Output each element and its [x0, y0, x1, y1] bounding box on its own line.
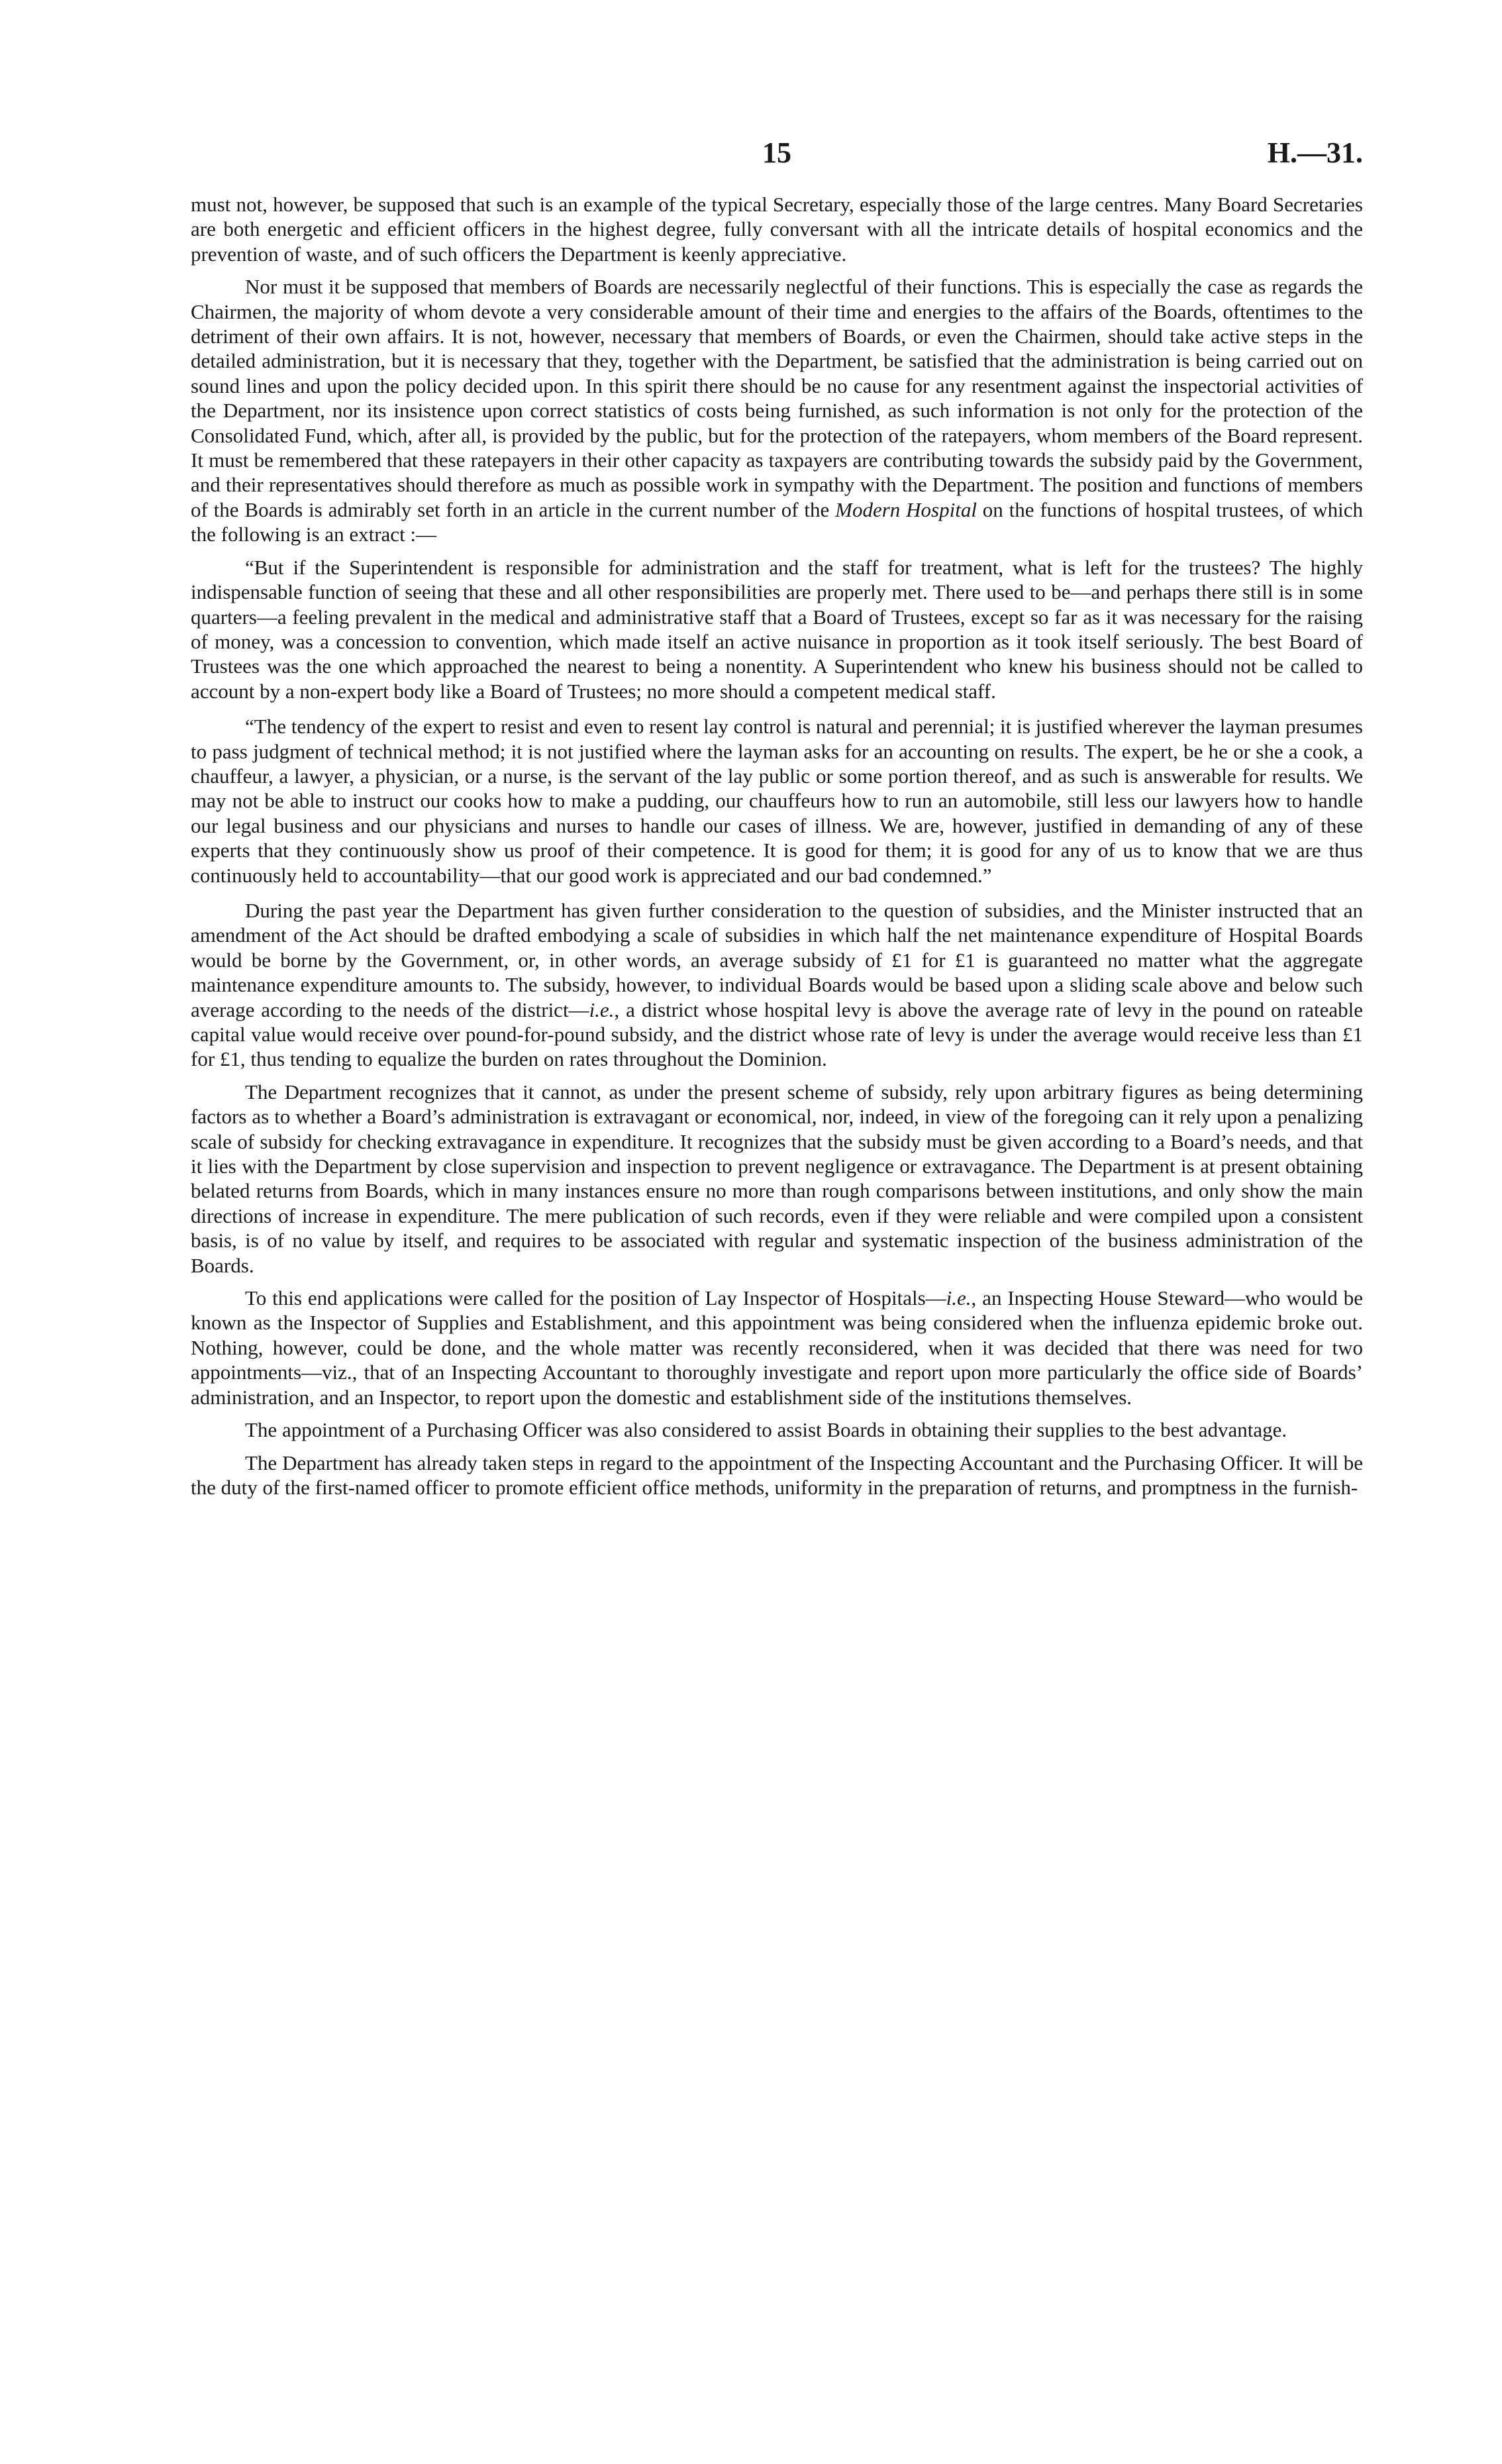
paragraph-secretaries-continued: [191, 192, 1363, 266]
paragraph-appointments-steps: [191, 1451, 1363, 1500]
page-number: 15: [762, 136, 791, 169]
paragraph-text: on the functions of hospital trustees, of which the following is an extract :—: [191, 497, 1363, 546]
paragraph-text: , an Inspecting House Steward—who would be known as the Inspector of Supplies and Establishment, and this appointment was being considered when the influenza epidemic broke out. Nothing, however, could be done, and the whole matter was recently reconsidered, when it was decided that there was need for two appointments—viz., that of an Inspecting Accountant to thoroughly investigate and report upon more particularly the office side of Boards’ administration, and an Inspector, to report upon the domestic and establishment side of the institutions themselves.: [191, 1286, 1363, 1409]
quotation-expert-control: [191, 714, 1363, 888]
quotation-trustees: [191, 555, 1363, 703]
italic-abbreviation: i.e.: [946, 1286, 972, 1310]
paragraph-text: Nor must it be supposed that members of Boards are necessarily neglectful of their functions. This is especially the case as regards the Chairmen, the majority of whom devote a very considerable amount of their time and energies to the affairs of the Boards, oftentimes to the detriment of their own affairs. It is not, however, necessary that members of Boards, or even the Chairmen, should take active steps in the detailed administration, but it is necessary that they, together with the Department, be satisfied that the administration is being carried out on sound lines and upon the policy decided upon. In this spirit there should be no cause for any resentment against the inspectorial activities of the Department, nor its insistence upon correct statistics of costs being furnished, as such information is not only for the protection of the Consolidated Fund, which, after all, is provided by the public, but for the protection of the ratepayers, whom members of the Board represent. It must be remembered that these ratepayers in their other capacity as taxpayers are contributing towards the subsidy paid by the Government, and their representatives should therefore as much as possible work in sympathy with the Department. The position and functions of members of the Boards is admirably set forth in an article in the current number of the: [191, 275, 1363, 521]
body-text: [191, 192, 1363, 1508]
paragraph-text: “The tendency of the expert to resist and even to resent lay control is natural and perennial; it is justified wherever the layman presumes to pass judgment of technical method; it is not justified where the layman asks for an accounting on results. The expert, be he or she a cook, a chauffeur, a lawyer, a physician, or a nurse, is the servant of the lay public or some portion thereof, and as such is answerable for results. We may not be able to instruct our cooks how to make a pudding, our chauffeurs how to run an automobile, still less our lawyers how to handle our legal business and our physicians and nurses to handle our cases of illness. We are, however, justified in demanding of any of these experts that they continuously show us proof of their competence. It is good for them; it is good for any of us to know that we are thus continuously held to accountability—that our good work is appreciated and our bad condemned.”: [191, 715, 1363, 887]
paragraph-text: The Department has already taken steps in regard to the appointment of the Inspecting Accountant and the Purchasing Officer. It will be the duty of the first-named officer to promote efficient office methods, uniformity in the preparation of returns, and promptness in the furnish-: [191, 1451, 1363, 1499]
paragraph-text: The appointment of a Purchasing Officer was also considered to assist Boards in obtaining their supplies to the best advantage.: [245, 1418, 1287, 1442]
paragraph-text: , a district whose hospital levy is above the average rate of levy in the pound on rateable capital value would receive over pound-for-pound subsidy, and the district whose rate of levy is under the average would receive less than £1 for £1, thus tending to equalize the burden on rates throughout the Dominion.: [191, 998, 1364, 1071]
paragraph-subsidies: [191, 898, 1363, 1072]
paragraph-department-recognizes: [191, 1080, 1363, 1278]
italic-abbreviation: i.e.: [589, 998, 615, 1021]
paragraph-text: “But if the Superintendent is responsible for administration and the staff for treatment, what is left for the trustees? The highly indispensable function of seeing that these and all other responsibilities are properly met. There used to be—and perhaps there still is in some quarters—a feeling prevalent in the medical and administrative staff that a Board of Trustees, except so far as it was necessary for the raising of money, was a concession to convention, which made itself an active nuisance in proportion as it took itself seriously. The best Board of Trustees was the one which approached the nearest to being a nonentity. A Superintendent who knew his business should not be called to account by a non-expert body like a Board of Trustees; no more should a competent medical staff.: [191, 555, 1363, 703]
paragraph-text: must not, however, be supposed that such is an example of the typical Secretary, especially those of the large centres. Many Board Secretaries are both energetic and efficient officers in the highest degree, fully conversant with all the intricate details of hospital economics and the prevention of waste, and of such officers the Department is keenly appreciative.: [191, 193, 1363, 266]
paragraph-lay-inspector: [191, 1286, 1363, 1410]
paragraph-text: To this end applications were called for the position of Lay Inspector of Hospitals—: [245, 1286, 946, 1310]
journal-title: Modern Hospital: [835, 497, 977, 521]
paragraph-purchasing-officer: [191, 1417, 1363, 1442]
paragraph-text: During the past year the Department has given further consideration to the question of subsidies, and the Minister instructed that an amendment of the Act should be drafted embodying a scale of subsidies in which half the net maintenance expenditure of Hospital Boards would be borne by the Government, or, in other words, an average subsidy of £1 for £1 is guaranteed no matter what the aggregate maintenance expenditure amounts to. The subsidy, however, to individual Boards would be based upon a sliding scale above and below such average according to the needs of the district—: [191, 898, 1363, 1021]
page-header: [191, 136, 1363, 176]
paragraph-board-members: [191, 274, 1363, 546]
paragraph-text: The Department recognizes that it cannot, as under the present scheme of subsidy, rely upon arbitrary figures as being determining factors as to whether a Board’s administration is extravagant or economical, nor, indeed, in view of the foregoing can it rely upon a penalizing scale of subsidy for checking extravagance in expenditure. It recognizes that the subsidy must be given according to a Board’s needs, and that it lies with the Department by close supervision and inspection to prevent negligence or extravagance. The Department is at present obtaining belated returns from Boards, which in many instances ensure no more than rough comparisons between institutions, and only show the main directions of increase in expenditure. The mere publication of such records, even if they were reliable and were compiled upon a consistent basis, is of no value by itself, and requires to be associated with regular and systematic inspection of the business administration of the Boards.: [191, 1080, 1363, 1277]
document-reference: H.—31.: [1267, 136, 1363, 169]
